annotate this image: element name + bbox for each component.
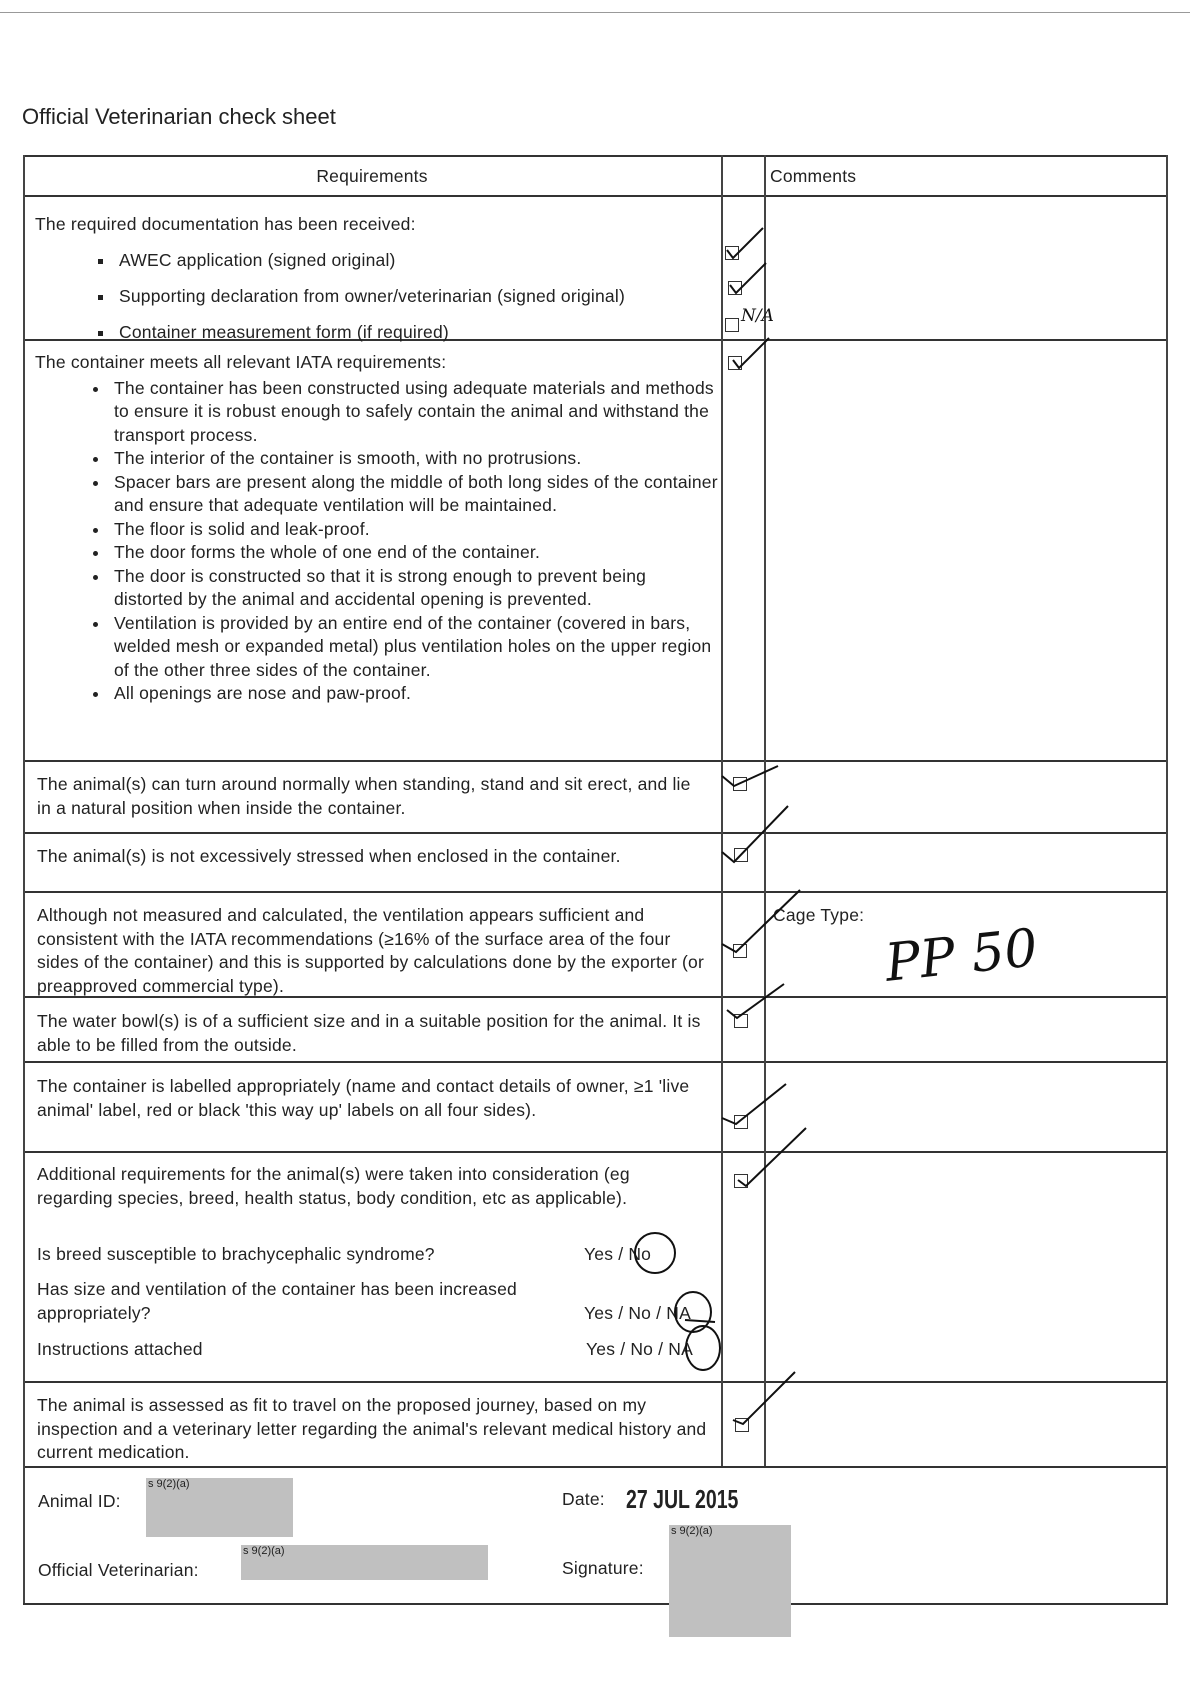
fit-to-travel-requirement: The animal is assessed as fit to travel on the proposed journey, based on my inspection and a veterinary letter regarding the animal's relevant medical history and current medication. [37, 1395, 707, 1462]
cage-type-handwritten: PP 50 [882, 918, 1041, 994]
bullet: • The interior of the container is smooth, with no protrusions. [110, 447, 720, 471]
divider [23, 155, 25, 1603]
stress-requirement: The animal(s) is not excessively stressed when enclosed in the container. [37, 846, 621, 866]
additional-requirement: Additional requirements for the animal(s) were taken into consideration (eg regarding species, breed, health status, body condition, etc as applicable). [37, 1164, 630, 1208]
date-stamp: 27 JUL 2015 [626, 1484, 739, 1514]
question-brachycephalic: Is breed susceptible to brachycephalic syndrome? [37, 1244, 435, 1264]
bullet: ▪ Supporting declaration from owner/veterinarian (signed original) [115, 278, 715, 314]
page-title: Official Veterinarian check sheet [22, 104, 336, 129]
na-handwritten: N/A [741, 306, 774, 326]
divider [23, 1381, 1168, 1383]
checkbox-awec[interactable] [725, 246, 739, 260]
labelling-requirement: The container is labelled appropriately (name and contact details of owner, ≥1 'live animal' label, red or black 'this way up' labels on all four sides). [37, 1076, 690, 1120]
bullet: • The floor is solid and leak-proof. [110, 518, 720, 542]
redaction-label: s 9(2)(a) [148, 1478, 190, 1490]
row-intro: The container meets all relevant IATA requirements: [35, 352, 447, 372]
checkbox-labelling[interactable] [734, 1115, 748, 1129]
turn-around-requirement: The animal(s) can turn around normally when standing, stand and sit erect, and lie in a natural position when inside the container. [37, 774, 691, 818]
divider [23, 1151, 1168, 1153]
cage-type-label: Cage Type: [773, 905, 865, 925]
requirements-header: Requirements [316, 166, 428, 186]
signature-label: Signature: [562, 1558, 644, 1578]
redacted-signature [669, 1525, 791, 1637]
redaction-label: s 9(2)(a) [671, 1525, 713, 1537]
scan-edge-line [0, 12, 1190, 13]
divider [23, 1061, 1168, 1063]
divider [23, 1466, 1168, 1468]
divider [23, 1603, 1168, 1605]
answer-instructions: Yes / No / NA [586, 1339, 694, 1359]
checkbox-iata[interactable] [728, 356, 742, 370]
question-instructions: Instructions attached [37, 1339, 203, 1359]
checkbox-turn-around[interactable] [733, 777, 747, 791]
divider [23, 195, 1168, 197]
bullet: • Spacer bars are present along the middle of both long sides of the container and ensure that adequate ventilation will be maintained. [110, 471, 720, 518]
divider [23, 891, 1168, 893]
checkbox-declaration[interactable] [728, 281, 742, 295]
bullet: • All openings are nose and paw-proof. [110, 682, 720, 706]
answer-size-ventilation: Yes / No / NA [584, 1303, 692, 1323]
answer-brachycephalic: Yes / No [584, 1244, 652, 1264]
checkbox-stress[interactable] [734, 848, 748, 862]
divider [1166, 155, 1168, 1603]
checkbox-additional[interactable] [734, 1174, 748, 1188]
bullet: • Ventilation is provided by an entire end of the container (covered in bars, welded mesh or expanded metal) plus ventilation holes on the upper region of the other three sides of the container. [110, 612, 720, 683]
checkbox-fit-to-travel[interactable] [735, 1418, 749, 1432]
bullet: ▪ Container measurement form (if required) [115, 314, 715, 350]
animal-id-label: Animal ID: [38, 1491, 121, 1511]
checkbox-ventilation[interactable] [733, 944, 747, 958]
bullet: • The door is constructed so that it is strong enough to prevent being distorted by the animal and accidental opening is prevented. [110, 565, 720, 612]
divider [764, 155, 766, 1466]
divider [23, 760, 1168, 762]
redacted-veterinarian-name [241, 1545, 488, 1580]
redacted-animal-id [146, 1478, 293, 1537]
water-bowl-requirement: The water bowl(s) is of a sufficient size and in a suitable position for the animal. It is able to be filled from the outside. [37, 1011, 701, 1055]
bullet: • The container has been constructed using adequate materials and methods to ensure it is robust enough to safely contain the animal and withstand the transport process. [110, 377, 720, 448]
divider [23, 155, 1168, 157]
official-veterinarian-label: Official Veterinarian: [38, 1560, 199, 1580]
bullet: ▪ AWEC application (signed original) [115, 242, 715, 278]
documentation-requirement [35, 206, 715, 350]
divider [23, 832, 1168, 834]
checkbox-water-bowl[interactable] [734, 1014, 748, 1028]
ventilation-requirement: Although not measured and calculated, the ventilation appears sufficient and consistent with the IATA recommendations (≥16% of the surface area of the four sides of the container) and this is supported by calculations done by the exporter (or preapproved commercial type). [37, 905, 705, 996]
container-requirement [35, 351, 720, 706]
bullet: • The door forms the whole of one end of the container. [110, 541, 720, 565]
date-label: Date: [562, 1489, 605, 1509]
redaction-label: s 9(2)(a) [243, 1545, 285, 1557]
checkbox-measurement-form[interactable] [725, 318, 739, 332]
question-size-ventilation: Has size and ventilation of the container has been increased appropriately? [37, 1279, 517, 1323]
divider [721, 155, 723, 1466]
comments-header: Comments [770, 166, 857, 186]
row-intro: The required documentation has been received: [35, 214, 416, 234]
